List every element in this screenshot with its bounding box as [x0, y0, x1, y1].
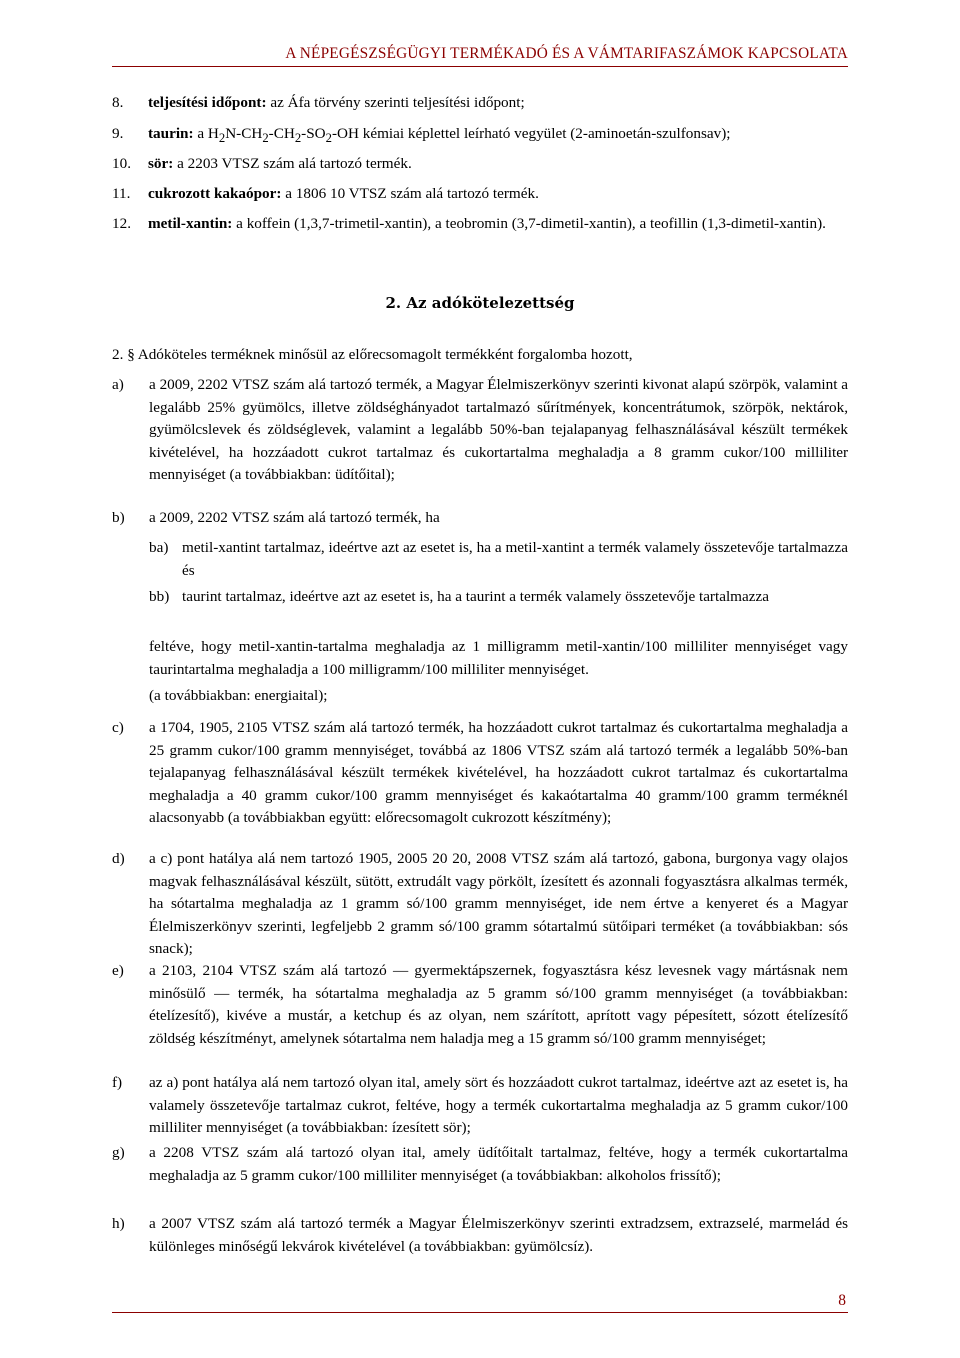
footer-rule — [112, 1312, 848, 1313]
definition-text: az Áfa törvény szerinti teljesítési időpont; — [266, 94, 525, 111]
section-title: 2. Az adókötelezettség — [385, 294, 575, 312]
item-label: bb) — [149, 588, 170, 605]
item-bb — [149, 586, 848, 609]
item-h — [112, 1213, 848, 1258]
item-b-condition: feltéve, hogy metil-xantin-tartalma meghaladja az 1 milligramm metil-xantin/100 milliliter mennyiséget vagy taurintartalma meghaladja a 100 milligramm/100 milliliter mennyiséget. — [149, 638, 848, 678]
definition-term: metil-xantin: — [148, 215, 233, 232]
item-text: a c) pont hatálya alá nem tartozó 1905, 2005 20 20, 2008 VTSZ szám alá tartozó, gabona, burgonya vagy olajos magvak felhasználásával készült, sütött, extrudált vagy pörkölt, ízesített és azonnali fogyasztásra alkalmas termék, ha sótartalma meghaladja az 1 gramm só/100 gramm mennyiséget, ide nem értve a kenyeret és a Magyar Élelmiszerkönyv szerinti, legfeljebb 2 gramm só/100 gramm sótartalmú sütőipari terméket (a továbbiakban: sós snack); — [149, 850, 848, 957]
definition-number: 9. — [112, 125, 124, 142]
definition-number: 12. — [112, 215, 131, 232]
definition-11 — [112, 183, 848, 206]
item-text: a 2208 VTSZ szám alá tartozó olyan ital, amely üdítőitalt tartalmaz, feltéve, hogy a termék cukortartalma meghaladja az 5 gramm cukor/100 milliliter mennyiséget (a továbbiakban: alkoholos frissítő); — [149, 1144, 848, 1184]
definition-9 — [112, 123, 848, 150]
definition-10 — [112, 153, 848, 176]
item-label: c) — [112, 719, 124, 736]
running-header — [112, 44, 848, 67]
definition-12 — [112, 213, 848, 236]
item-d — [112, 848, 848, 961]
page-number: 8 — [838, 1292, 846, 1309]
definition-8 — [112, 92, 848, 115]
item-label: a) — [112, 376, 124, 393]
item-text: a 1704, 1905, 2105 VTSZ szám alá tartozó termék, ha hozzáadott cukrot tartalmaz és cukortartalma meghaladja a 25 gramm cukor/100 gramm mennyiséget, továbbá az 1806 VTSZ szám alá tartozó termék a legalább 50%-ban tejalapanyag felhasználásával készült termékek kivételével, ha hozzáadott cukrot tartalmaz és cukortartalma meghaladja a 40 gramm cukor/100 gramm mennyiséget és kakaótartalma 40 gramm/100 gramm terméknél alacsonyabb (a továbbiakban együtt: előrecsomagolt cukrozott készítmény); — [149, 719, 848, 826]
item-label: d) — [112, 850, 125, 867]
definition-number: 11. — [112, 185, 131, 202]
item-text: a 2009, 2202 VTSZ szám alá tartozó termék, a Magyar Élelmiszerkönyv szerinti kivonat alapú szörpök, valamint a legalább 25% gyümölcs, illetve zöldséghányadot tartalmazó sűrítmények, koncentrátumok, szörpök, nektárok, gyümölcslevek és zöldséglevek, valamint a legalább 50%-ban tejalapanyag felhasználásával készült termékek kivételével, ha hozzáadott cukrot tartalmaz és cukortartalma meghaladja a 8 gramm cukor/100 milliliter mennyiséget (a továbbiakban: üdítőital); — [149, 376, 848, 483]
item-f — [112, 1072, 848, 1140]
definition-text: a 1806 10 VTSZ szám alá tartozó termék. — [281, 185, 539, 202]
item-label: ba) — [149, 539, 169, 556]
definition-term: cukrozott kakaópor: — [148, 185, 282, 202]
section-intro: 2. § Adóköteles terméknek minősül az előrecsomagolt termékként forgalomba hozott, — [112, 346, 633, 363]
definition-text: a koffein (1,3,7-trimetil-xantin), a teobromin (3,7-dimetil-xantin), a teofillin (1,3-dimetil-xantin). — [232, 215, 826, 232]
item-a — [112, 374, 848, 487]
item-text: taurint tartalmaz, ideértve azt az esetet is, ha a taurint a termék valamely összetevője tartalmazza — [182, 588, 769, 605]
item-label: h) — [112, 1215, 125, 1232]
definition-number: 8. — [112, 94, 124, 111]
item-text: a 2007 VTSZ szám alá tartozó termék a Magyar Élelmiszerkönyv szerinti extradzsem, extrazselé, marmelád és különleges minőségű lekvárok kivételével (a továbbiakban: gyümölcsíz). — [149, 1215, 848, 1255]
item-label: e) — [112, 962, 124, 979]
item-text: a 2009, 2202 VTSZ szám alá tartozó termék, ha — [149, 509, 440, 526]
item-b — [112, 507, 848, 530]
item-b-definition: (a továbbiakban: energiaital); — [149, 687, 328, 704]
item-g — [112, 1142, 848, 1187]
item-text: metil-xantint tartalmaz, ideértve azt az esetet is, ha a metil-xantint a termék valamely összetevője tartalmazza és — [182, 539, 848, 579]
definition-term: taurin: — [148, 125, 194, 142]
item-ba — [149, 537, 848, 582]
running-header-title: A NÉPEGÉSZSÉGÜGYI TERMÉKADÓ ÉS A VÁMTARIFASZÁMOK KAPCSOLATA — [285, 45, 848, 62]
item-e — [112, 960, 848, 1050]
item-text: az a) pont hatálya alá nem tartozó olyan ital, amely sört és hozzáadott cukrot tartalmaz, ideértve azt az esetet is, ha valamely összetevője tartalmaz cukrot, feltéve, hogy a termék cukortartalma meghaladja az 5 gramm cukor/100 milliliter mennyiséget (a továbbiakban: ízesített sör); — [149, 1074, 848, 1136]
definition-term: teljesítési időpont: — [148, 94, 267, 111]
definition-term: sör: — [148, 155, 174, 172]
item-label: f) — [112, 1074, 123, 1091]
definition-text: a 2203 VTSZ szám alá tartozó termék. — [173, 155, 412, 172]
item-c — [112, 717, 848, 830]
definition-number: 10. — [112, 155, 131, 172]
definition-text: a $H_2N-CH_2-CH_2-SO_2-OH$ kémiai képlettel leírható vegyület (2-aminoetán-szulfonsav); — [193, 125, 731, 146]
item-label: g) — [112, 1144, 125, 1161]
item-label: b) — [112, 509, 125, 526]
item-text: a 2103, 2104 VTSZ szám alá tartozó ― gyermektápszernek, fogyasztásra kész levesnek vagy mártásnak nem minősülő ― termék, ha sótartalma meghaladja az 5 gramm só/100 gramm mennyiséget (a továbbiakban: ételízesítő), kivéve a mustár, a ketchup és az olyan, nem szárított, aprított vagy pépesített, sózott ételízesítő zöldség készítményt, amelynek sótartalma nem haladja meg a 15 gramm só/100 gramm mennyiséget; — [149, 962, 848, 1047]
